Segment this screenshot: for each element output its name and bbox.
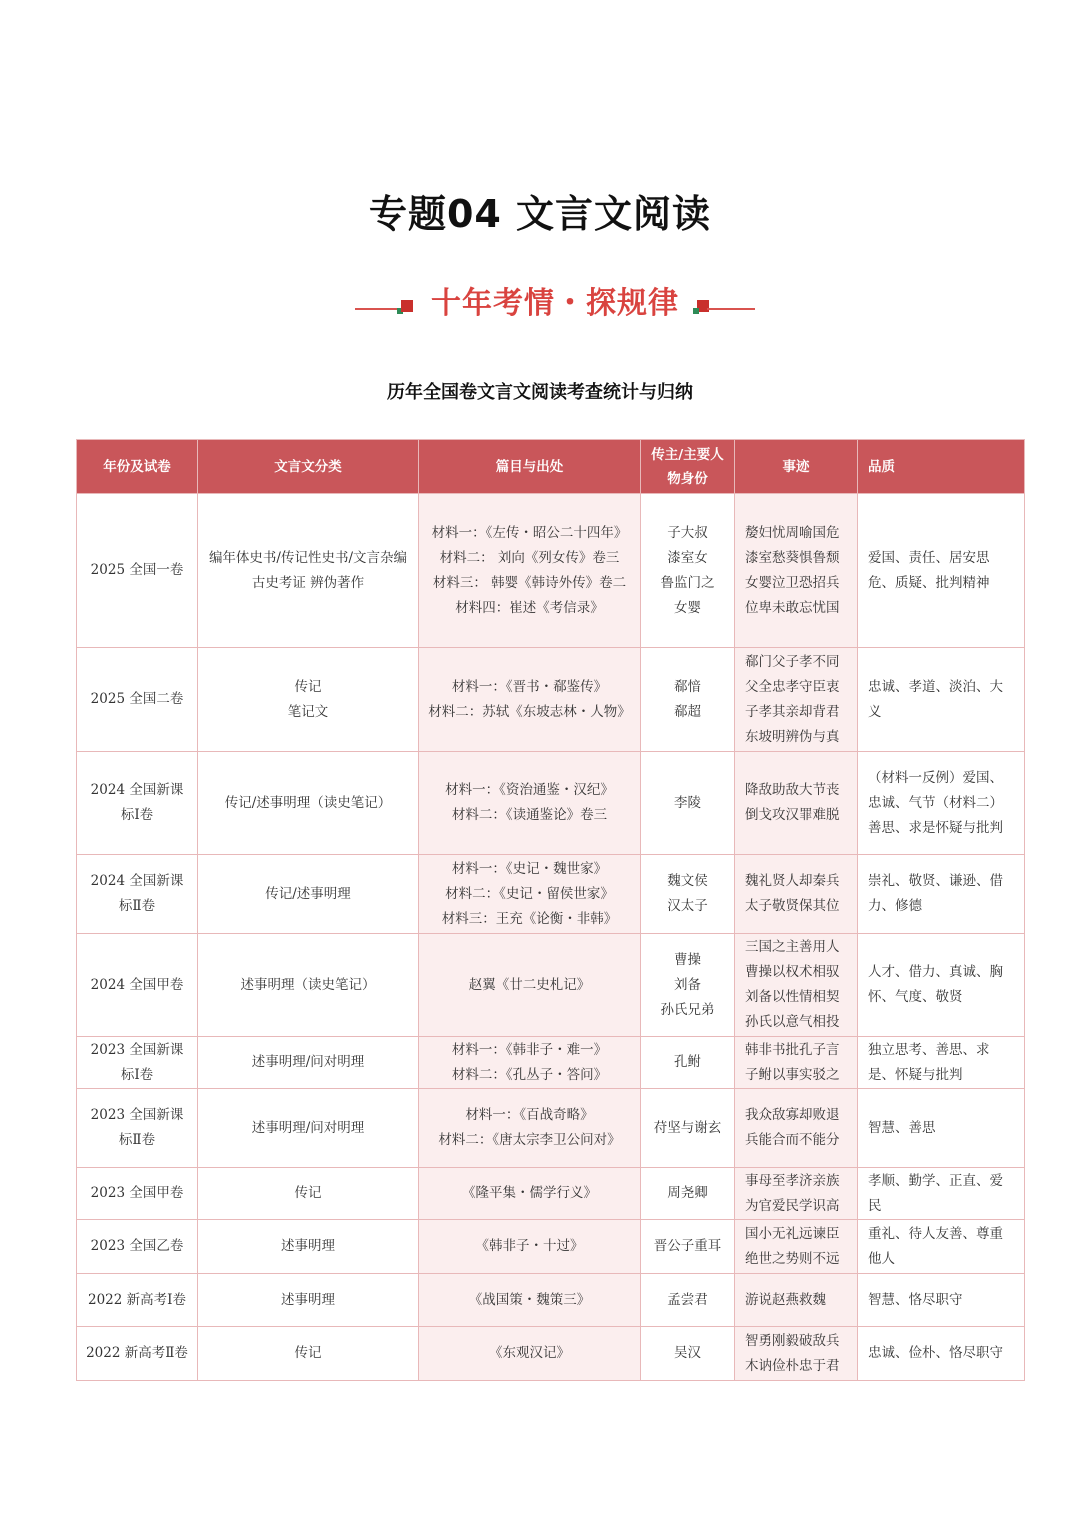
person-line: 子大叔	[667, 524, 708, 541]
deed-line: 兵能合而不能分	[745, 1132, 840, 1148]
header-deeds: 事迹	[735, 440, 858, 494]
cell-deeds	[735, 648, 858, 752]
source-line: 材料一：《左传・昭公二十四年》	[431, 524, 628, 541]
cell-category	[198, 1220, 419, 1274]
cell-sources	[419, 1327, 641, 1381]
person-line: 苻坚与谢玄	[653, 1119, 722, 1136]
cell-deeds	[735, 855, 858, 934]
table-header-row	[77, 440, 1025, 494]
source-line: 赵翼《廿二史札记》	[468, 976, 591, 993]
cell-deeds	[735, 494, 858, 648]
deed-line: 三国之主善用人	[745, 939, 840, 955]
cell-category	[198, 1274, 419, 1327]
person-line: 孔鲋	[674, 1054, 701, 1070]
cell-deeds	[735, 752, 858, 855]
deed-line: 倒戈攻汉罪难脱	[745, 807, 840, 823]
cell-category	[198, 494, 419, 648]
cell-sources	[419, 1274, 641, 1327]
cell-person	[641, 1089, 735, 1168]
person-line: 女婴	[674, 599, 701, 616]
deed-line: 游说赵燕救魏	[745, 1291, 826, 1308]
person-line: 晋公子重耳	[653, 1238, 722, 1254]
deed-line: 漆室愁葵惧鲁颓	[745, 549, 840, 566]
source-line: 材料四：崔述《考信录》	[455, 599, 604, 616]
table-row	[77, 494, 1025, 648]
cell-sources	[419, 648, 641, 752]
cell-sources	[419, 1089, 641, 1168]
banner-decor-square-left	[401, 300, 413, 312]
table-row	[77, 855, 1025, 934]
deed-line: 刘备以性情相契	[745, 989, 840, 1005]
cell-sources	[419, 1220, 641, 1274]
deed-line: 位卑未敢忘忧国	[745, 599, 840, 616]
source-line: 《隆平集・儒学行义》	[462, 1185, 597, 1201]
deed-line: 为官爱民学识高	[745, 1197, 840, 1214]
cell-quality: 人才、借力、真诚、胸怀、气度、敬贤	[858, 934, 1025, 1037]
source-line: 材料二：《孔丛子・答问》	[451, 1066, 608, 1083]
person-line: 漆室女	[667, 549, 708, 566]
cell-person	[641, 1037, 735, 1089]
person-line: 孟尝君	[667, 1291, 708, 1308]
deed-line: 曹操以权术相驭	[745, 964, 840, 980]
source-line: 材料二：《唐太宗李卫公问对》	[438, 1132, 621, 1148]
table-row	[77, 1327, 1025, 1381]
source-line: 材料二：《读通鉴论》卷三	[451, 807, 608, 823]
cell-quality: 智慧、善思	[858, 1089, 1025, 1168]
person-line: 孙氏兄弟	[660, 1001, 715, 1018]
header-person: 传主/主要人物身份	[641, 440, 735, 494]
source-line: 材料一：《史记・魏世家》	[451, 860, 608, 877]
cell-deeds	[735, 934, 858, 1037]
source-line: 《韩非子・十过》	[475, 1238, 584, 1254]
cell-sources	[419, 1168, 641, 1220]
cell-deeds	[735, 1037, 858, 1089]
cell-quality: 爱国、责任、居安思危、质疑、批判精神	[858, 494, 1025, 648]
cell-year: 2025 全国一卷	[77, 494, 198, 648]
cell-sources	[419, 855, 641, 934]
cell-category	[198, 1327, 419, 1381]
cell-year: 2024 全国新课标Ⅰ卷	[77, 752, 198, 855]
table-body	[77, 494, 1025, 1381]
person-line: 吴汉	[674, 1345, 701, 1361]
deed-line: 太子敬贤保其位	[745, 898, 840, 914]
person-line: 曹操	[674, 951, 701, 968]
cell-year: 2023 全国乙卷	[77, 1220, 198, 1274]
category-text: 编年体史书/传记性史书/文言杂编 古史考证 辨伪著作	[208, 549, 408, 591]
cell-person	[641, 1220, 735, 1274]
deed-line: 事母至孝济亲族	[745, 1172, 840, 1189]
deed-line: 子孝其亲却背君	[745, 703, 840, 720]
person-line: 李陵	[674, 794, 701, 811]
cell-quality: 忠诚、孝道、淡泊、大义	[858, 648, 1025, 752]
person-line: 魏文侯	[667, 873, 708, 889]
table-row	[77, 1168, 1025, 1220]
section-banner	[355, 278, 755, 322]
source-line: 材料三：王充《论衡・非韩》	[441, 910, 618, 927]
category-text: 述事明理/问对明理	[251, 1119, 365, 1136]
source-line: 材料一：《百战奇略》	[465, 1107, 594, 1123]
cell-person	[641, 1274, 735, 1327]
cell-sources	[419, 752, 641, 855]
header-sources: 篇目与出处	[419, 440, 641, 494]
category-text: 述事明理/问对明理	[251, 1054, 365, 1070]
deed-line: 降敌助敌大节丧	[745, 782, 840, 798]
deed-line: 嫠妇忧周喻国危	[745, 524, 840, 541]
cell-quality: 忠诚、俭朴、恪尽职守	[858, 1327, 1025, 1381]
cell-category	[198, 1168, 419, 1220]
cell-category	[198, 934, 419, 1037]
deed-line: 父全忠孝守臣衷	[745, 678, 840, 695]
cell-person	[641, 934, 735, 1037]
stats-table	[76, 439, 1025, 1381]
deed-line: 绝世之势则不远	[745, 1250, 840, 1267]
table-row	[77, 648, 1025, 752]
cell-quality: 孝顺、勤学、正直、爱民	[858, 1168, 1025, 1220]
person-line: 鲁监门之	[660, 574, 715, 591]
source-line: 材料一：《韩非子・难一》	[451, 1041, 608, 1058]
category-text: 传记/述事明理（读史笔记）	[224, 794, 392, 811]
table-row	[77, 1274, 1025, 1327]
source-line: 材料二：《史记・留侯世家》	[445, 885, 614, 902]
banner-decor-square-right	[693, 308, 699, 314]
table-row	[77, 1037, 1025, 1089]
cell-quality: 独立思考、善思、求是、怀疑与批判	[858, 1037, 1025, 1089]
source-line: 《东观汉记》	[489, 1345, 570, 1361]
cell-year: 2023 全国新课标Ⅰ卷	[77, 1037, 198, 1089]
deed-line: 孙氏以意气相投	[745, 1014, 840, 1030]
deed-line: 东坡明辨伪与真	[745, 728, 840, 745]
deed-line: 国小无礼远谏臣	[745, 1225, 840, 1242]
cell-deeds	[735, 1327, 858, 1381]
cell-category	[198, 1037, 419, 1089]
table-caption: 历年全国卷文言文阅读考查统计与归纳	[387, 382, 693, 403]
cell-quality: 崇礼、敬贤、谦逊、借力、修德	[858, 855, 1025, 934]
cell-quality: 智慧、恪尽职守	[858, 1274, 1025, 1327]
header-category: 文言文分类	[198, 440, 419, 494]
cell-quality: （材料一反例）爱国、忠诚、气节（材料二）善思、求是怀疑与批判	[858, 752, 1025, 855]
cell-category	[198, 752, 419, 855]
source-line: 材料二：苏轼《东坡志林・人物》	[428, 703, 631, 720]
category-text: 传记/述事明理	[265, 885, 351, 902]
person-line: 郗愔	[674, 678, 701, 695]
cell-sources	[419, 1037, 641, 1089]
cell-sources	[419, 494, 641, 648]
category-text: 传记 笔记文	[287, 678, 329, 720]
header-year: 年份及试卷	[77, 440, 198, 494]
banner-line-left	[355, 308, 403, 310]
page-title: 专题04 文言文阅读	[368, 192, 712, 236]
cell-year: 2022 新高考Ⅰ卷	[77, 1274, 198, 1327]
cell-person	[641, 1168, 735, 1220]
category-text: 述事明理	[281, 1291, 335, 1308]
deed-line: 子鲋以事实驳之	[745, 1066, 840, 1083]
cell-sources	[419, 934, 641, 1037]
cell-deeds	[735, 1274, 858, 1327]
source-line: 材料一：《资治通鉴・汉纪》	[445, 782, 614, 798]
deed-line: 郗门父子孝不同	[745, 653, 840, 670]
deed-line: 魏礼贤人却秦兵	[745, 873, 840, 889]
cell-year: 2023 全国新课标Ⅱ卷	[77, 1089, 198, 1168]
person-line: 周尧卿	[667, 1185, 708, 1201]
source-line: 材料一：《晋书・郗鉴传》	[451, 678, 608, 695]
cell-year: 2023 全国甲卷	[77, 1168, 198, 1220]
header-quality: 品质	[858, 440, 1025, 494]
cell-deeds	[735, 1168, 858, 1220]
table-row	[77, 1089, 1025, 1168]
cell-year: 2025 全国二卷	[77, 648, 198, 752]
category-text: 述事明理（读史笔记）	[240, 976, 376, 993]
cell-deeds	[735, 1220, 858, 1274]
person-line: 汉太子	[667, 898, 708, 914]
cell-category	[198, 648, 419, 752]
deed-line: 木讷俭朴忠于君	[745, 1357, 840, 1374]
category-text: 传记	[294, 1345, 322, 1361]
category-text: 传记	[294, 1185, 322, 1201]
deed-line: 韩非书批孔子言	[745, 1041, 840, 1058]
table-row	[77, 1220, 1025, 1274]
cell-year: 2024 全国甲卷	[77, 934, 198, 1037]
cell-category	[198, 855, 419, 934]
table-row	[77, 752, 1025, 855]
deed-line: 智勇刚毅破敌兵	[745, 1332, 840, 1349]
banner-line-right	[707, 308, 755, 310]
cell-person	[641, 855, 735, 934]
cell-person	[641, 1327, 735, 1381]
source-line: 材料三： 韩婴《韩诗外传》卷二	[432, 574, 627, 591]
cell-deeds	[735, 1089, 858, 1168]
cell-year: 2024 全国新课标Ⅱ卷	[77, 855, 198, 934]
table-row	[77, 934, 1025, 1037]
deed-line: 女婴泣卫恐招兵	[745, 574, 840, 591]
banner-text: 十年考情・探规律	[431, 286, 679, 321]
source-line: 材料二： 刘向《列女传》卷三	[439, 549, 620, 566]
source-line: 《战国策・魏策三》	[468, 1291, 591, 1308]
person-line: 刘备	[674, 976, 701, 993]
cell-year: 2022 新高考Ⅱ卷	[77, 1327, 198, 1381]
cell-quality: 重礼、待人友善、尊重他人	[858, 1220, 1025, 1274]
cell-person	[641, 648, 735, 752]
category-text: 述事明理	[281, 1238, 335, 1254]
cell-person	[641, 752, 735, 855]
person-line: 郗超	[674, 703, 701, 720]
cell-person	[641, 494, 735, 648]
deed-line: 我众敌寡却败退	[745, 1107, 840, 1123]
cell-category	[198, 1089, 419, 1168]
